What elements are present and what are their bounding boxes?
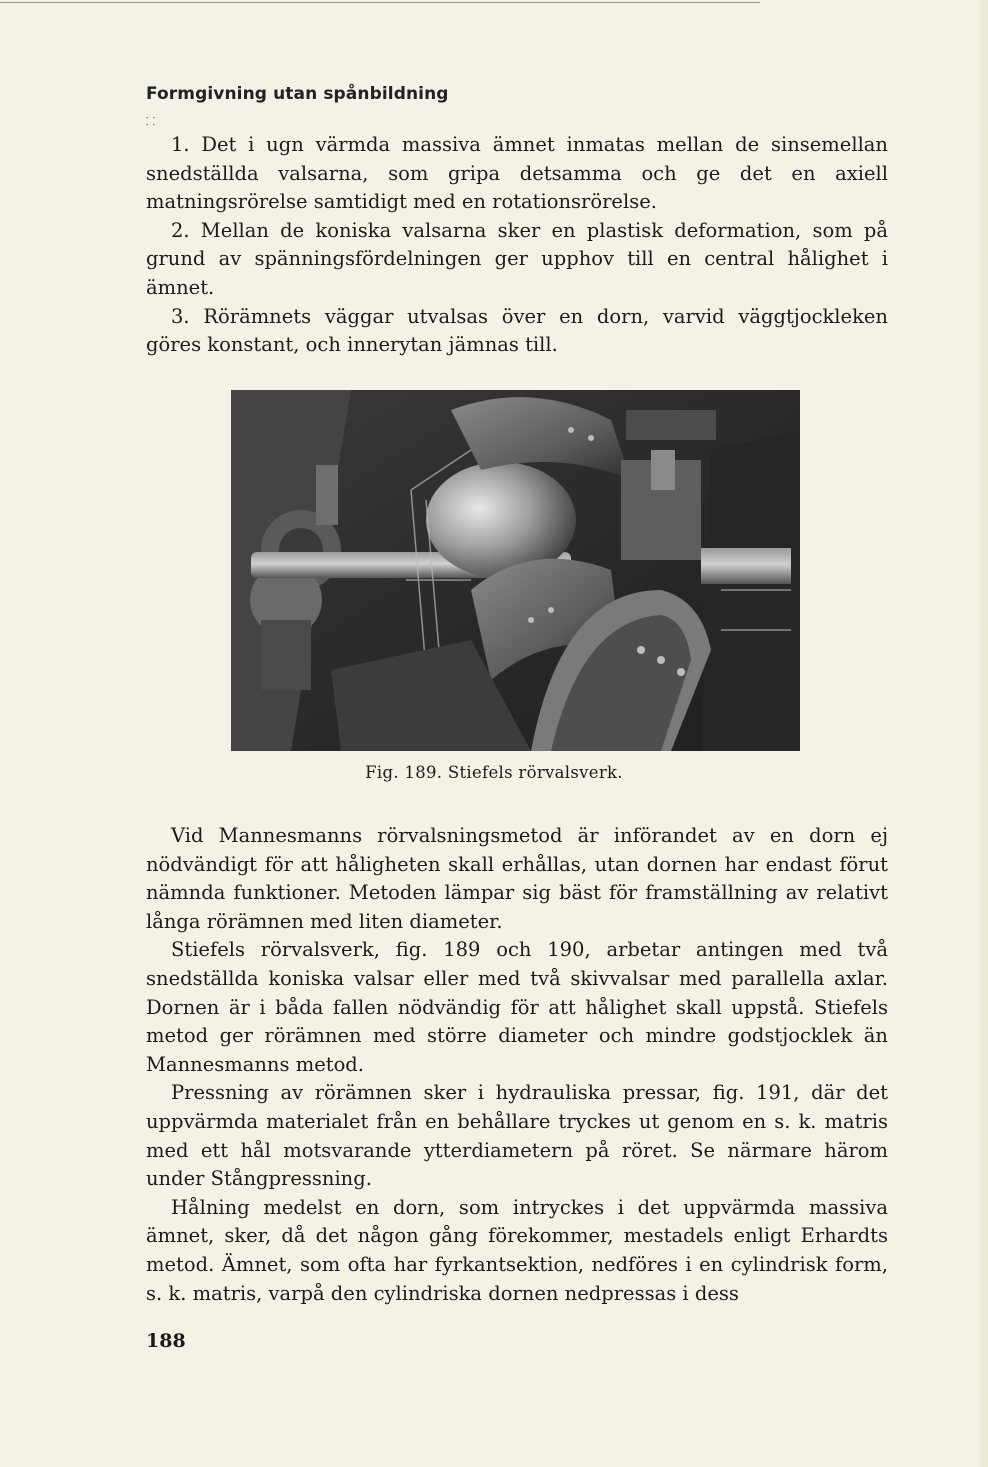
paragraph: 1. Det i ugn värmda massiva ämnet inmatas mellan de sinsemellan snedställda valsarna, som gripa detsamma och ge det en axiell matningsrörelse samtidigt med en rotationsrörelse. [146,133,888,214]
text-block-bottom [146,822,888,1308]
figure-photo-rolling-mill [231,390,800,751]
paragraph: Stiefels rörvalsverk, fig. 189 och 190, arbetar antingen med två snedställda koniska valsar eller med två skivvalsar med parallella axlar. Dornen är i båda fallen nödvändig för att hålighet skall uppstå. Stiefels metod ger rörämnen med större diameter och mindre godstjocklek än Mannesmanns metod. [146,938,888,1076]
paragraph: 3. Rörämnets väggar utvalsas över en dorn, varvid väggtjockleken göres konstant, och innerytan jämnas till. [146,304,888,357]
page-edge-shadow [976,0,988,1467]
paragraph: Vid Mannesmanns rörvalsningsmetod är införandet av en dorn ej nödvändigt för att håligheten skall erhållas, utan dornen har endast förut nämnda funktioner. Metoden lämpar sig bäst för framställning av relativt långa rörämnen med liten diameter. [146,824,888,933]
machine-photo-illustration [231,390,800,751]
text-block-top [146,131,888,360]
paragraph: Pressning av rörämnen sker i hydrauliska pressar, fig. 191, där det uppvärmda materialet från en behållare tryckes ut genom en s. k. matris med ett hål motsvarande ytterdiametern på röret. Se närmare härom under Stångpressning. [146,1081,888,1191]
print-speck-icon: ⸬ [146,115,156,128]
paragraph: 2. Mellan de koniska valsarna sker en plastisk deformation, som på grund av spänningsfördelningen ger upphov till en central hålighet i ämnet. [146,218,888,299]
figure-caption: Fig. 189. Stiefels rörvalsverk. [365,763,623,782]
running-header: Formgivning utan spånbildning [146,84,449,104]
paragraph: Hålning medelst en dorn, som intryckes i det uppvärmda massiva ämnet, sker, då det någon gång förekommer, mestadels enligt Erhardts metod. Ämnet, som ofta har fyrkantsektion, nedföres i en cylindrisk form, s. k. matris, varpå den cylindriska dornen nedpressas i dess [146,1195,888,1305]
scan-edge-line [0,2,760,3]
page-number: 188 [146,1330,186,1352]
